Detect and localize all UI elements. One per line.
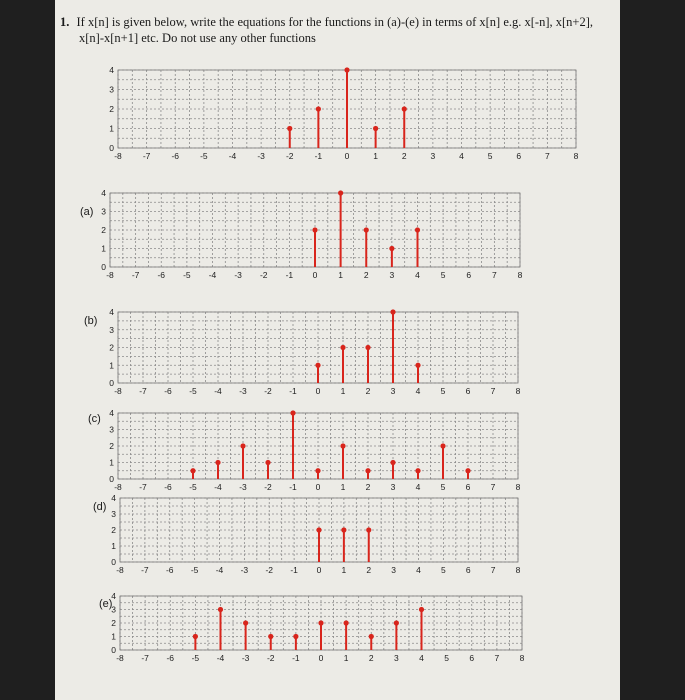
x-tick-label: 6 (466, 270, 472, 280)
x-tick-label: -6 (165, 565, 174, 575)
x-tick-label: 5 (440, 270, 446, 280)
x-tick-label: -5 (189, 386, 197, 396)
x-tick-label: 2 (365, 386, 371, 396)
question-line-2: x[n]-x[n+1] etc. Do not use any other functions (79, 31, 316, 45)
x-tick-label: 7 (490, 565, 496, 575)
x-tick-label: 7 (490, 482, 496, 492)
stem-marker (402, 106, 407, 111)
x-tick-label: 2 (368, 653, 374, 663)
stem-marker (369, 634, 374, 639)
y-tick-label: 1 (111, 631, 116, 642)
x-tick-label: 8 (515, 482, 521, 492)
x-tick-label: 7 (492, 270, 497, 280)
stem-marker (315, 363, 320, 368)
y-tick-label: 1 (109, 457, 114, 468)
panel-label: (a) (80, 206, 94, 218)
x-tick-label: -8 (116, 565, 124, 575)
x-tick-label: -1 (285, 270, 294, 280)
y-tick-label: 4 (109, 307, 114, 317)
x-tick-label: 0 (315, 386, 321, 396)
x-tick-label: 7 (494, 653, 500, 663)
x-tick-label: 0 (316, 565, 322, 575)
x-tick-label: -2 (264, 482, 272, 492)
x-tick-label: -4 (208, 270, 217, 280)
x-tick-label: -3 (240, 565, 249, 575)
x-tick-label: 7 (490, 386, 496, 396)
stem-marker (344, 620, 349, 625)
x-tick-label: 6 (516, 151, 522, 161)
x-tick-label: -5 (189, 482, 197, 492)
x-tick-label: -5 (191, 653, 200, 663)
stem-marker (318, 620, 323, 625)
stem-marker (268, 634, 273, 639)
stem-marker (315, 468, 320, 473)
y-tick-label: 3 (101, 206, 106, 217)
x-tick-label: 0 (344, 151, 350, 161)
y-tick-label: 1 (101, 243, 106, 254)
question-number: 1. (60, 15, 70, 29)
x-tick-label: 4 (415, 270, 420, 280)
x-tick-label: -6 (164, 386, 172, 396)
x-tick-label: 5 (440, 482, 446, 492)
stem-marker (419, 607, 424, 612)
x-tick-label: -3 (239, 482, 247, 492)
stem-marker (190, 468, 195, 473)
panel-label: (e) (99, 598, 113, 610)
x-tick-label: -2 (285, 151, 294, 161)
x-tick-label: 6 (465, 482, 471, 492)
x-tick-label: 1 (373, 151, 378, 161)
stem-marker (338, 190, 343, 195)
x-tick-label: -7 (141, 653, 149, 663)
y-tick-label: 3 (109, 84, 114, 95)
y-tick-label: 2 (109, 342, 114, 353)
x-tick-label: 4 (416, 565, 421, 575)
stem-marker (415, 468, 420, 473)
stem-marker (364, 227, 369, 232)
stem-marker (215, 460, 220, 465)
x-tick-label: -8 (116, 653, 124, 663)
stem-marker (440, 443, 445, 448)
y-tick-label: 4 (101, 188, 106, 198)
x-tick-label: 8 (517, 270, 523, 280)
stem-marker (287, 126, 292, 131)
x-tick-label: -8 (114, 151, 122, 161)
x-tick-label: -4 (214, 386, 222, 396)
stem-marker (340, 443, 345, 448)
question-line-1: If x[n] is given below, write the equations for the functions in (a)-(e) in terms of x[n] e.g. x[-n], x[n+2], (76, 15, 593, 29)
y-tick-label: 0 (109, 474, 114, 484)
stem-marker (394, 620, 399, 625)
y-tick-label: 1 (111, 541, 116, 551)
x-tick-label: 3 (394, 653, 399, 663)
x-tick-label: -1 (290, 565, 298, 575)
stem-marker (218, 607, 223, 612)
x-tick-label: 8 (515, 565, 521, 575)
x-tick-label: 6 (469, 653, 475, 663)
y-tick-label: 2 (101, 225, 106, 235)
stem-marker (341, 527, 346, 532)
x-tick-label: 5 (444, 653, 449, 663)
x-tick-label: 3 (390, 386, 396, 396)
y-tick-label: 0 (109, 143, 114, 153)
stem-marker (312, 227, 317, 232)
x-tick-label: 1 (338, 270, 343, 280)
x-tick-label: -2 (259, 270, 268, 280)
x-tick-label: -4 (228, 151, 237, 161)
x-tick-label: 2 (365, 482, 371, 492)
x-tick-label: -1 (314, 151, 323, 161)
stem-marker (366, 527, 371, 532)
stem-marker (365, 468, 370, 473)
x-tick-label: -7 (139, 482, 147, 492)
x-tick-label: -1 (292, 653, 300, 663)
x-tick-label: -6 (164, 482, 172, 492)
x-tick-label: -2 (264, 386, 272, 396)
x-tick-label: -7 (142, 151, 151, 161)
x-tick-label: -3 (239, 386, 247, 396)
stem-marker (240, 443, 245, 448)
y-tick-label: 4 (109, 65, 114, 75)
x-tick-label: 2 (366, 565, 372, 575)
stem-marker (290, 410, 295, 415)
x-tick-label: 3 (390, 482, 396, 492)
x-tick-label: 5 (487, 151, 493, 161)
x-tick-label: 0 (318, 653, 324, 663)
x-tick-label: 7 (545, 151, 550, 161)
y-tick-label: 3 (111, 604, 116, 615)
x-tick-label: 0 (315, 482, 321, 492)
x-tick-label: 2 (401, 151, 407, 161)
x-tick-label: 4 (419, 653, 424, 663)
x-tick-label: -3 (241, 653, 250, 663)
x-tick-label: -7 (131, 270, 140, 280)
stem-marker (316, 527, 321, 532)
x-tick-label: 5 (440, 386, 446, 396)
y-tick-label: 1 (109, 123, 114, 134)
panel-label: (b) (84, 315, 98, 327)
stem-marker (193, 634, 198, 639)
y-tick-label: 2 (111, 525, 116, 535)
x-tick-label: -4 (216, 653, 225, 663)
x-tick-label: 1 (343, 653, 349, 663)
y-tick-label: 3 (111, 509, 116, 519)
stem-marker (389, 246, 394, 251)
x-tick-label: 1 (341, 565, 347, 575)
panel-label: (d) (93, 501, 107, 513)
stem-marker (390, 460, 395, 465)
stem-marker (243, 620, 248, 625)
x-tick-label: 6 (465, 386, 471, 396)
x-tick-label: 5 (441, 565, 446, 575)
stem-marker (415, 363, 420, 368)
y-tick-label: 0 (111, 645, 116, 655)
y-tick-label: 0 (109, 378, 114, 388)
x-tick-label: -5 (183, 270, 191, 280)
x-tick-label: -3 (257, 151, 265, 161)
y-tick-label: 2 (111, 618, 116, 628)
x-tick-label: -8 (114, 482, 122, 492)
x-tick-label: -5 (200, 151, 208, 161)
x-tick-label: 8 (573, 151, 579, 161)
y-tick-label: 1 (109, 360, 114, 371)
x-tick-label: -7 (139, 386, 147, 396)
stem-marker (373, 126, 378, 131)
stem-marker (316, 106, 321, 111)
x-tick-label: -4 (215, 565, 224, 575)
y-tick-label: 4 (109, 408, 114, 418)
stem-marker (390, 309, 395, 314)
x-tick-label: -7 (141, 565, 149, 575)
x-tick-label: -6 (171, 151, 180, 161)
x-tick-label: 3 (389, 270, 395, 280)
x-tick-label: 4 (415, 482, 421, 492)
x-tick-label: -6 (166, 653, 175, 663)
stem-marker (344, 67, 349, 72)
x-tick-label: 4 (459, 151, 464, 161)
x-tick-label: -1 (289, 482, 297, 492)
x-tick-label: 6 (465, 565, 471, 575)
y-tick-label: 0 (111, 557, 116, 567)
x-tick-label: 8 (519, 653, 525, 663)
x-tick-label: 1 (340, 482, 346, 492)
x-tick-label: -2 (265, 565, 274, 575)
panel-label: (c) (88, 413, 101, 425)
x-tick-label: -6 (157, 270, 166, 280)
y-tick-label: 4 (111, 493, 116, 503)
y-tick-label: 4 (111, 591, 116, 601)
stem-marker (293, 634, 298, 639)
x-tick-label: 3 (430, 151, 436, 161)
x-tick-label: 8 (515, 386, 521, 396)
x-tick-label: 1 (340, 386, 346, 396)
x-tick-label: -2 (266, 653, 275, 663)
x-tick-label: -5 (190, 565, 199, 575)
x-tick-label: -1 (289, 386, 297, 396)
x-tick-label: 0 (312, 270, 318, 280)
x-tick-label: -8 (114, 386, 122, 396)
x-tick-label: -8 (106, 270, 114, 280)
stem-marker (340, 345, 345, 350)
y-tick-label: 2 (109, 104, 114, 114)
stem-marker (415, 227, 420, 232)
y-tick-label: 3 (109, 424, 114, 435)
stem-marker (365, 345, 370, 350)
x-tick-label: 3 (391, 565, 396, 575)
x-tick-label: -3 (234, 270, 242, 280)
stem-marker (265, 460, 270, 465)
x-tick-label: 2 (363, 270, 369, 280)
y-tick-label: 3 (109, 324, 114, 335)
stem-marker (465, 468, 470, 473)
x-tick-label: -4 (214, 482, 222, 492)
y-tick-label: 0 (101, 262, 106, 272)
x-tick-label: 4 (415, 386, 421, 396)
y-tick-label: 2 (109, 441, 114, 451)
